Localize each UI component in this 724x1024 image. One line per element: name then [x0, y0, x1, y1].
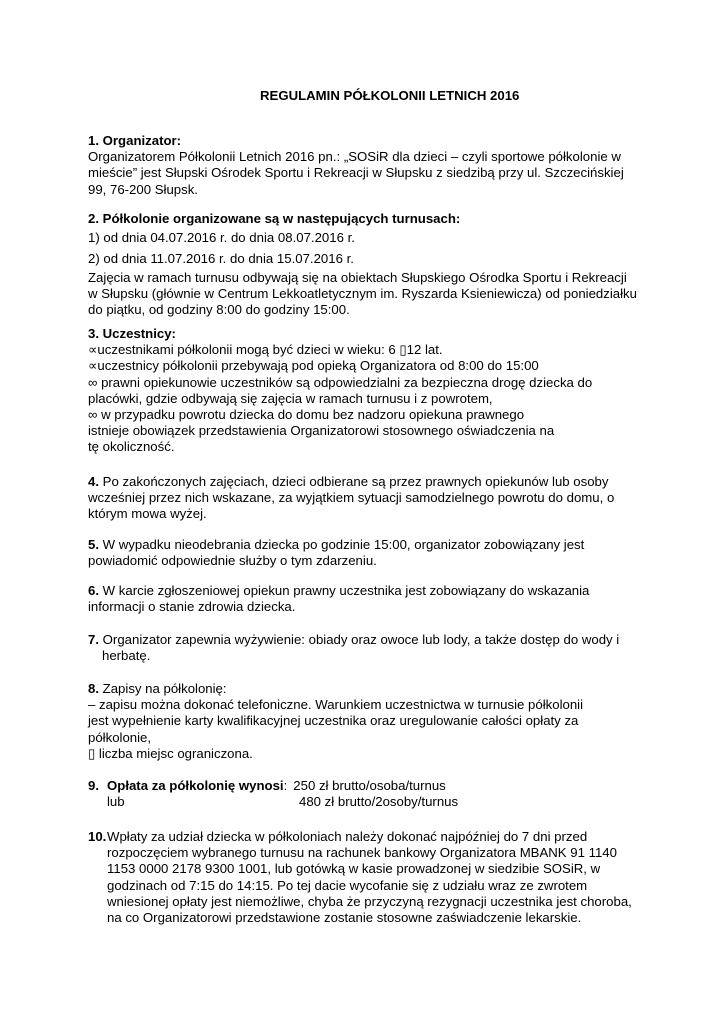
section-heading: 3. Uczestnicy: — [88, 326, 176, 341]
document-title: REGULAMIN PÓŁKOLONII LETNICH 2016 — [260, 88, 520, 103]
section-late-pickup — [88, 537, 648, 569]
text-line: jest wypełnienie karty kwalifikacyjnej uczestnika oraz uregulowanie całości opłaty za — [88, 713, 579, 729]
section-participants — [88, 326, 648, 456]
section-fee — [88, 778, 648, 810]
text-line: 99, 76-200 Słupsk. — [88, 181, 198, 197]
text-line: Organizatorem Półkolonii Letnich 2016 pn.: „SOSiR dla dzieci – czyli sportowe półkolonie w — [88, 149, 621, 165]
text-line: wcześniej przez nich wskazane, za wyjątkiem sytuacji samodzielnego powrotu do domu, o — [88, 490, 615, 506]
text-line: placówki, gdzie odbywają się zajęcia w ramach turnusu i z powrotem, — [88, 390, 493, 406]
text-line: – zapisu można dokonać telefoniczne. Warunkiem uczestnictwa w turnusie półkolonii — [88, 697, 584, 713]
fee-value-double: 480 zł brutto/2osoby/turnus — [299, 794, 459, 810]
bullet-item: ∞ prawni opiekunowie uczestników są odpowiedzialni za bezpieczna drogę dziecka do — [88, 374, 593, 390]
text-line: którym mowa wyżej. — [88, 506, 207, 522]
bullet-item: ∝uczestnikami półkolonii mogą być dzieci w wieku: 6 ▯12 lat. — [88, 342, 443, 358]
text-line: w Słupsku (głównie w Centrum Lekkoatletycznym im. Ryszarda Ksieniewicza) od poniedziałku — [88, 285, 637, 301]
section-heading: 1. Organizator: — [88, 133, 182, 148]
text-line: mieście” jest Słupski Ośrodek Sportu i Rekreacji w Słupsku z siedzibą przy ul. Szczecińskiej — [88, 165, 624, 181]
text-line: Zapisy na półkolonię: — [99, 681, 227, 696]
text-line: Zajęcia w ramach turnusu odbywają się na obiektach Słupskiego Ośrodka Sportu i Rekreacji — [88, 269, 627, 285]
section-number: 10. — [88, 829, 107, 844]
section-payment — [88, 829, 648, 926]
section-number: 9. — [88, 778, 99, 793]
section-meals — [88, 632, 648, 664]
section-number: 4. — [88, 474, 99, 489]
text-line: na co Organizatorowi przedstawione zostanie stosowne zaświadczenie lekarskie. — [107, 910, 582, 926]
text-line: informacji o stanie zdrowia dziecka. — [88, 599, 296, 615]
section-organizer — [88, 133, 648, 198]
section-pickup — [88, 474, 648, 523]
text-line: W wypadku nieodebrania dziecka po godzinie 15:00, organizator zobowiązany jest — [99, 537, 585, 552]
fee-label: Opłata za półkolonię wynosi — [107, 778, 284, 793]
section-number: 8. — [88, 681, 99, 696]
section-turns — [88, 211, 648, 318]
section-registration — [88, 681, 648, 762]
section-number: 6. — [88, 583, 99, 598]
text-line: Organizator zapewnia wyżywienie: obiady oraz owoce lub lody, a także dostęp do wody i — [99, 632, 620, 647]
text-line: wniesionej opłaty jest niemożliwe, chyba że przyczyną rezygnacji uczestnika jest choroba, — [107, 893, 632, 909]
turn-item: 2) od dnia 11.07.2016 r. do dnia 15.07.2016 r. — [88, 251, 354, 267]
section-number: 5. — [88, 537, 99, 552]
text-line: herbatę. — [102, 648, 151, 664]
text-line: istnieje obowiązek przedstawienia Organizatorowi stosownego oświadczenia na — [88, 423, 555, 439]
fee-or: lub — [107, 794, 125, 810]
fee-value-single: 250 zł brutto/osoba/turnus — [293, 778, 446, 793]
text-line: do piątku, od godziny 8:00 do godziny 15:00. — [88, 302, 350, 318]
bullet-item: ∝uczestnicy półkolonii przebywają pod opieką Organizatora od 8:00 do 15:00 — [88, 358, 539, 374]
text-line: 1153 0000 2178 9300 1001, lub gotówką w kasie prowadzonej w siedzibie SOSiR, w — [107, 861, 601, 877]
text-line: Po zakończonych zajęciach, dzieci odbierane są przez prawnych opiekunów lub osoby — [99, 474, 609, 489]
fee-colon: : — [283, 778, 288, 793]
section-health-info — [88, 583, 648, 615]
section-heading: 2. Półkolonie organizowane są w następujących turnusach: — [88, 211, 461, 226]
text-line: godzinach od 7:15 do 14:15. Po tej dacie wycofanie się z udziału wraz ze zwrotem — [107, 877, 588, 893]
text-line: W karcie zgłoszeniowej opiekun prawny uczestnika jest zobowiązany do wskazania — [99, 583, 590, 598]
text-line: rozpoczęciem wybranego turnusu na rachunek bankowy Organizatora MBANK 91 1140 — [107, 845, 617, 861]
text-line: Wpłaty za udział dziecka w półkoloniach należy dokonać najpóźniej do 7 dni przed — [107, 829, 588, 844]
text-line: powiadomić odpowiednie służby o tym zdarzeniu. — [88, 553, 377, 569]
section-number: 7. — [88, 632, 99, 647]
turn-item: 1) od dnia 04.07.2016 r. do dnia 08.07.2016 r. — [88, 230, 355, 246]
bullet-item: ∞ w przypadku powrotu dziecka do domu bez nadzoru opiekuna prawnego — [88, 407, 525, 423]
text-line: tę okoliczność. — [88, 439, 175, 455]
text-line: ▯ liczba miejsc ograniczona. — [88, 745, 253, 761]
text-line: półkolonie, — [88, 729, 152, 745]
